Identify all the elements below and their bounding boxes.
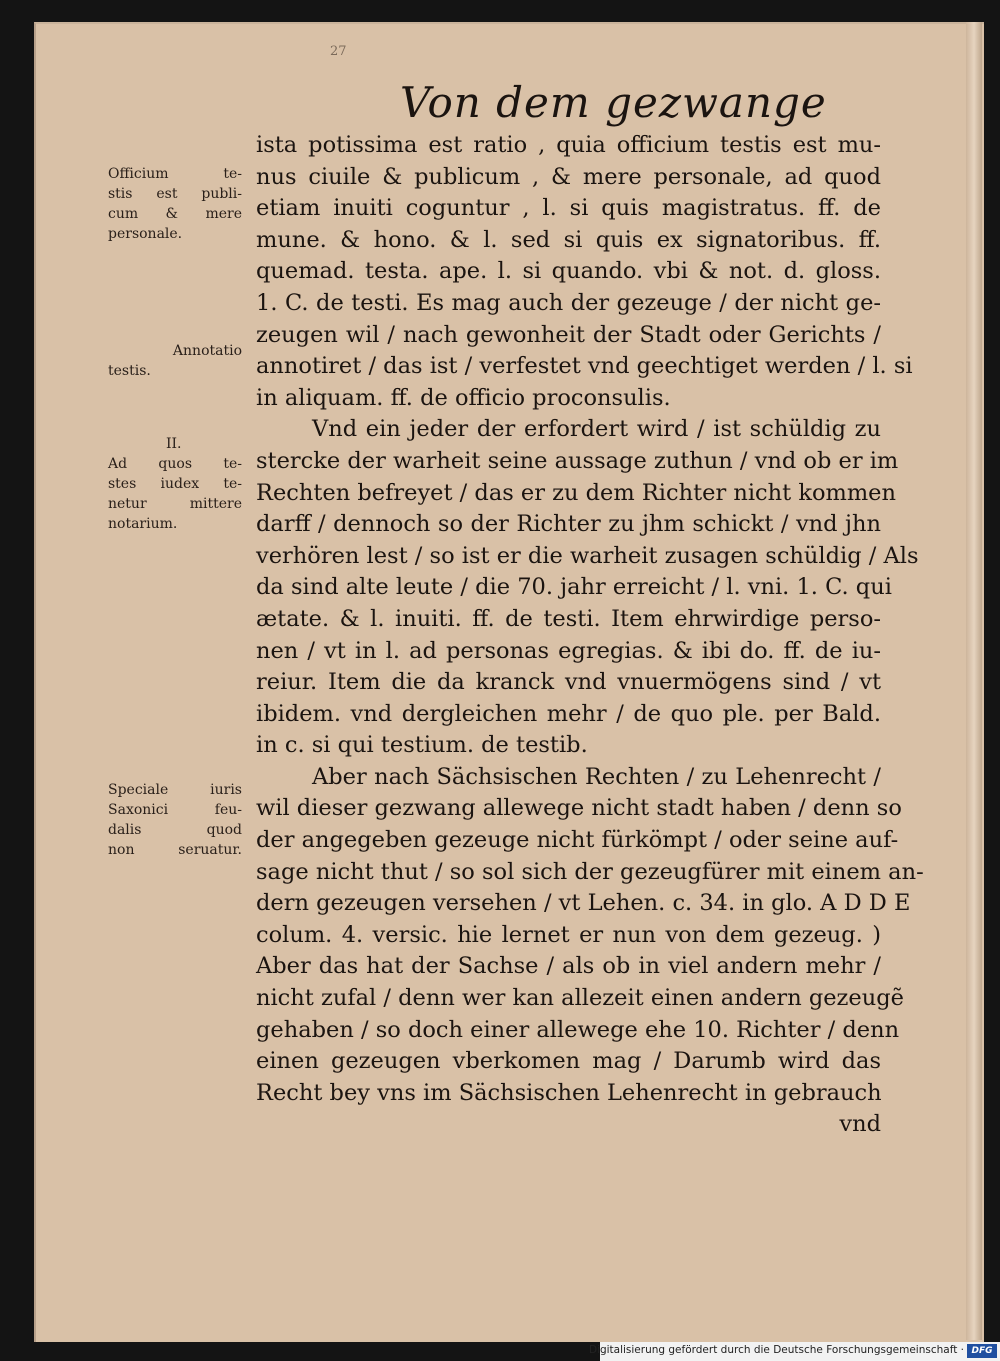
text-line: darff / dennoch so der Richter zu jhm schickt / vnd jhn <box>256 511 881 538</box>
text-line: nen / vt in l. ad personas egregias. & ibi do. ff. de iu- <box>256 637 881 664</box>
text-line: sage nicht thut / so sol sich der gezeugfürer mit einem an- <box>256 858 924 885</box>
text-line: in c. si qui testium. de testib. <box>256 732 588 759</box>
text-line: zeugen wil / nach gewonheit der Stadt oder Gerichts / <box>256 321 881 348</box>
text-line: ibidem. vnd dergleichen mehr / de quo ple. per Bald. <box>256 700 881 727</box>
footer-credit: Digitalisierung gefördert durch die Deutsche Forschungsgemeinschaft · <box>588 1344 964 1356</box>
page-edge <box>966 22 982 1340</box>
text-line: wil dieser gezwang allewege nicht stadt haben / denn so <box>256 795 902 822</box>
text-line: ista potissima est ratio , quia officium testis est mu- <box>256 132 881 158</box>
text-line: nicht zufal / denn wer kan allezeit einen andern gezeugẽ <box>256 985 904 1012</box>
margin-note-line: dalis quod <box>108 822 242 838</box>
text-line: gehaben / so doch einer allewege ehe 10. Richter / denn <box>256 1016 900 1043</box>
text-line: der angegeben gezeuge nicht fürkömpt / oder seine auf- <box>256 827 899 854</box>
margin-note-line: Speciale iuris <box>108 782 242 798</box>
margin-note-line: testis. <box>108 363 151 379</box>
text-line: Aber das hat der Sachse / als ob in viel andern mehr / <box>256 953 881 980</box>
page-top-mark: 27 <box>330 44 347 59</box>
text-line: annotiret / das ist / verfestet vnd geechtiget werden / l. si <box>256 353 913 380</box>
margin-note-ad-quos <box>108 434 242 534</box>
margin-note-speciale <box>108 780 242 860</box>
margin-note-line: Saxonici feu- <box>108 802 242 818</box>
text-line: nus ciuile & publicum , & mere personale, ad quod <box>256 163 881 190</box>
text-line: reiur. Item die da kranck vnd vnuermögens sind / vt <box>256 669 881 696</box>
margin-note-line: Officium te- <box>108 166 242 182</box>
text-line: Recht bey vns im Sächsischen Lehenrecht in gebrauch <box>256 1079 882 1106</box>
text-line: colum. 4. versic. hie lernet er nun von dem gezeug. ) <box>256 921 881 948</box>
margin-note-line: personale. <box>108 226 183 242</box>
text-line: quemad. testa. ape. l. si quando. vbi & not. d. gloss. <box>256 258 881 285</box>
text-line: Aber nach Sächsischen Rechten / zu Lehenrecht / <box>312 763 881 790</box>
text-line: Rechten befreyet / das er zu dem Richter nicht kommen <box>256 479 896 506</box>
text-line: da sind alte leute / die 70. jahr erreicht / l. vni. 1. C. qui <box>256 574 892 601</box>
margin-note-line: non seruatur. <box>108 842 242 858</box>
text-line: Vnd ein jeder der erfordert wird / ist schüldig zu <box>312 416 881 443</box>
main-text-block <box>256 130 924 1141</box>
margin-note-line: cum & mere <box>108 206 242 222</box>
margin-note-officium <box>108 164 242 244</box>
margin-note-line: Ad quos te- <box>108 456 242 472</box>
text-line: verhören lest / so ist er die warheit zusagen schüldig / Als <box>256 542 919 569</box>
running-header: Von dem gezwange <box>400 78 827 127</box>
margin-note-line: II. <box>166 436 182 452</box>
dfg-logo-icon: DFG <box>967 1344 997 1358</box>
text-line: dern gezeugen versehen / vt Lehen. c. 34. in glo. A D D E <box>256 890 911 917</box>
text-line: ætate. & l. inuiti. ff. de testi. Item ehrwirdige perso- <box>256 605 881 632</box>
margin-note-annotatio <box>108 341 242 381</box>
text-line: einen gezeugen vberkomen mag / Darumb wird das <box>256 1048 881 1075</box>
text-line: mune. & hono. & l. sed si quis ex signatoribus. ff. <box>256 226 881 253</box>
text-line: stercke der warheit seine aussage zuthun / vnd ob er im <box>256 447 899 474</box>
catchword: vnd <box>839 1111 881 1138</box>
margin-note-line: netur mittere <box>108 496 242 512</box>
text-line: 1. C. de testi. Es mag auch der gezeuge / der nicht ge- <box>256 289 881 316</box>
text-line: in aliquam. ff. de officio proconsulis. <box>256 384 671 411</box>
margin-note-line: stes iudex te- <box>108 476 242 492</box>
margin-note-line: notarium. <box>108 516 178 532</box>
text-line: etiam inuiti coguntur , l. si quis magistratus. ff. de <box>256 195 881 222</box>
margin-note-line: stis est publi- <box>108 186 242 202</box>
margin-note-line: Annotatio <box>172 343 242 359</box>
